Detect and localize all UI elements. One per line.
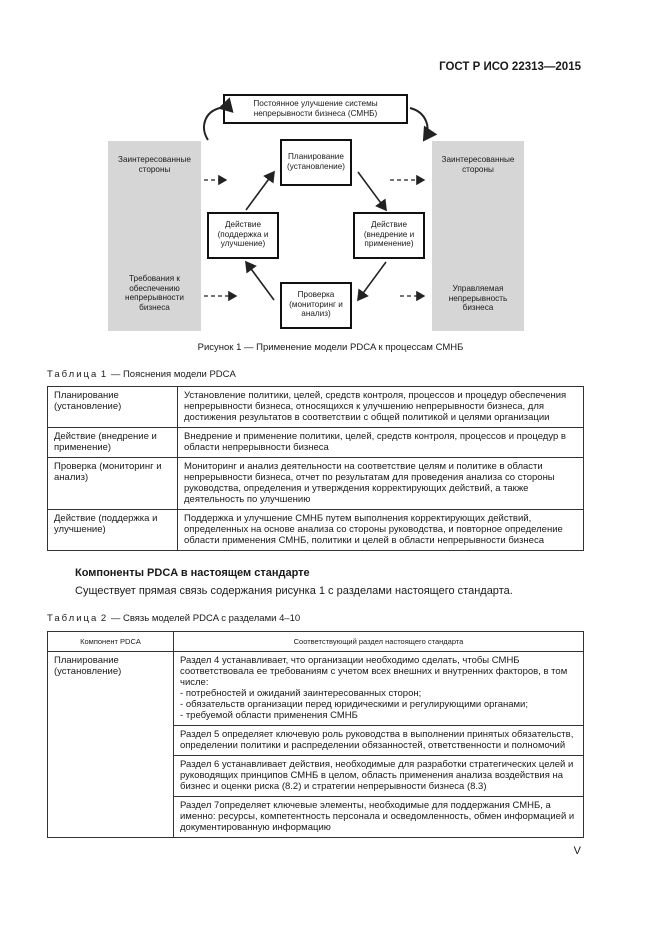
table-cell [174,652,584,726]
list-item: - обязательств организации перед юридическими и регулирующими органами; [180,699,578,710]
figure-caption: Рисунок 1 — Применение модели PDCA к процессам СМНБ [197,342,464,353]
arrow-do-to-check [358,262,386,300]
arrow-check-to-act [246,262,274,300]
list-item: - требуемой области применения СМНБ [180,710,578,721]
table1 [47,386,584,551]
table-cell: Планирование (установление) [48,652,174,838]
act-label: Действие (поддержка и улучшение) [217,220,269,249]
table1-title: — Пояснения модели PDCA [108,369,236,380]
table-row [48,387,584,428]
table-cell: Внедрение и применение политики, целей, средств контроля, процессов и процедур в области непрерывности бизнеса [178,428,584,458]
top-box-label: Постоянное улучшение системы непрерывности бизнеса (СМНБ) [253,99,378,118]
plan-label: Планирование (установление) [287,152,345,171]
table-cell: Раздел 7определяет ключевые элементы, необходимые для поддержания СМНБ, а именно: ресурсы, компетентность персонала и осведомленность, обмен информацией и документированную информацию [174,797,584,838]
table2-number: 2 [100,613,109,624]
left-top-label: Заинтересованные стороны [118,155,191,174]
table-cell: Раздел 5 определяет ключевую роль руководства в выполнении принятых обязательств, определении политики и распределении обязанностей, ответственности и полномочий [174,726,584,756]
column-header: Соответствующий раздел настоящего стандарта [174,632,584,652]
pdca-figure [108,88,524,336]
cell-intro: Раздел 4 устанавливает, что организации необходимо сделать, чтобы СМНБ соответствовала ее требованиям с учетом всех внешних и внутренних факторов, в том числе: [180,655,568,688]
table-cell: Раздел 6 устанавливает действия, необходимые для разработки стратегических целей и руководящих принципов СМНБ в целом, область применения анализа воздействия на бизнес и оценки риска (8.2) и стратегии непрерывности бизнеса (8.3) [174,756,584,797]
table-row [48,458,584,510]
bullet-list [180,688,578,721]
column-header: Компонент PDCA [48,632,174,652]
table2-label: Таблица [47,613,99,624]
list-item: - потребностей и ожиданий заинтересованных сторон; [180,688,578,699]
table-cell: Действие (поддержка и улучшение) [48,510,178,551]
arrow-act-to-plan [246,172,274,210]
table1-label: Таблица [47,369,99,380]
section-text: Существует прямая связь содержания рисунка 1 с разделами настоящего стандарта. [75,585,513,597]
section-title: Компоненты PDCA в настоящем стандарте [75,567,310,579]
page-number: V [573,845,581,857]
right-bottom-label: Управляемая непрерывность бизнеса [448,284,508,313]
table-row [48,428,584,458]
table-row [48,510,584,551]
check-label: Проверка (мониторинг и анализ) [289,290,343,319]
table2-title: — Связь моделей PDCA с разделами 4–10 [108,613,301,624]
table-cell: Поддержка и улучшение СМНБ путем выполнения корректирующих действий, определенных на основе анализа со стороны руководства, и повторное определение области применения СМНБ, политики и целей в области непрерывности бизнеса [178,510,584,551]
right-top-label: Заинтересованные стороны [441,155,515,174]
loop-arrow-left [204,108,220,140]
arrow-plan-to-do [358,172,386,210]
table-cell: Установление политики, целей, средств контроля, процессов и процедур обеспечения непрерывности бизнеса, относящихся к улучшению непрерывности бизнеса, для достижения результатов в соответствии с общей политикой и целями организации [178,387,584,428]
table2 [47,631,584,838]
left-bottom-label: Требования к обеспечению непрерывности бизнеса [125,274,184,312]
table-cell: Проверка (мониторинг и анализ) [48,458,178,510]
table-header-row [48,632,584,652]
table-cell: Планирование (установление) [48,387,178,428]
table1-number: 1 [100,369,109,380]
table-cell: Мониторинг и анализ деятельности на соответствие целям и политике в области непрерывности бизнеса, отчет по результатам для проведения анализа со стороны руководства, определения и утверждения корректирующих действий, а также деятельность по улучшению [178,458,584,510]
loop-arrow-right [410,108,428,140]
table2-caption [47,613,300,624]
table-cell: Действие (внедрение и применение) [48,428,178,458]
table-row [48,652,584,726]
do-label: Действие (внедрение и применение) [363,220,415,249]
table1-caption [47,369,236,380]
document-code: ГОСТ Р ИСО 22313—2015 [439,61,581,73]
